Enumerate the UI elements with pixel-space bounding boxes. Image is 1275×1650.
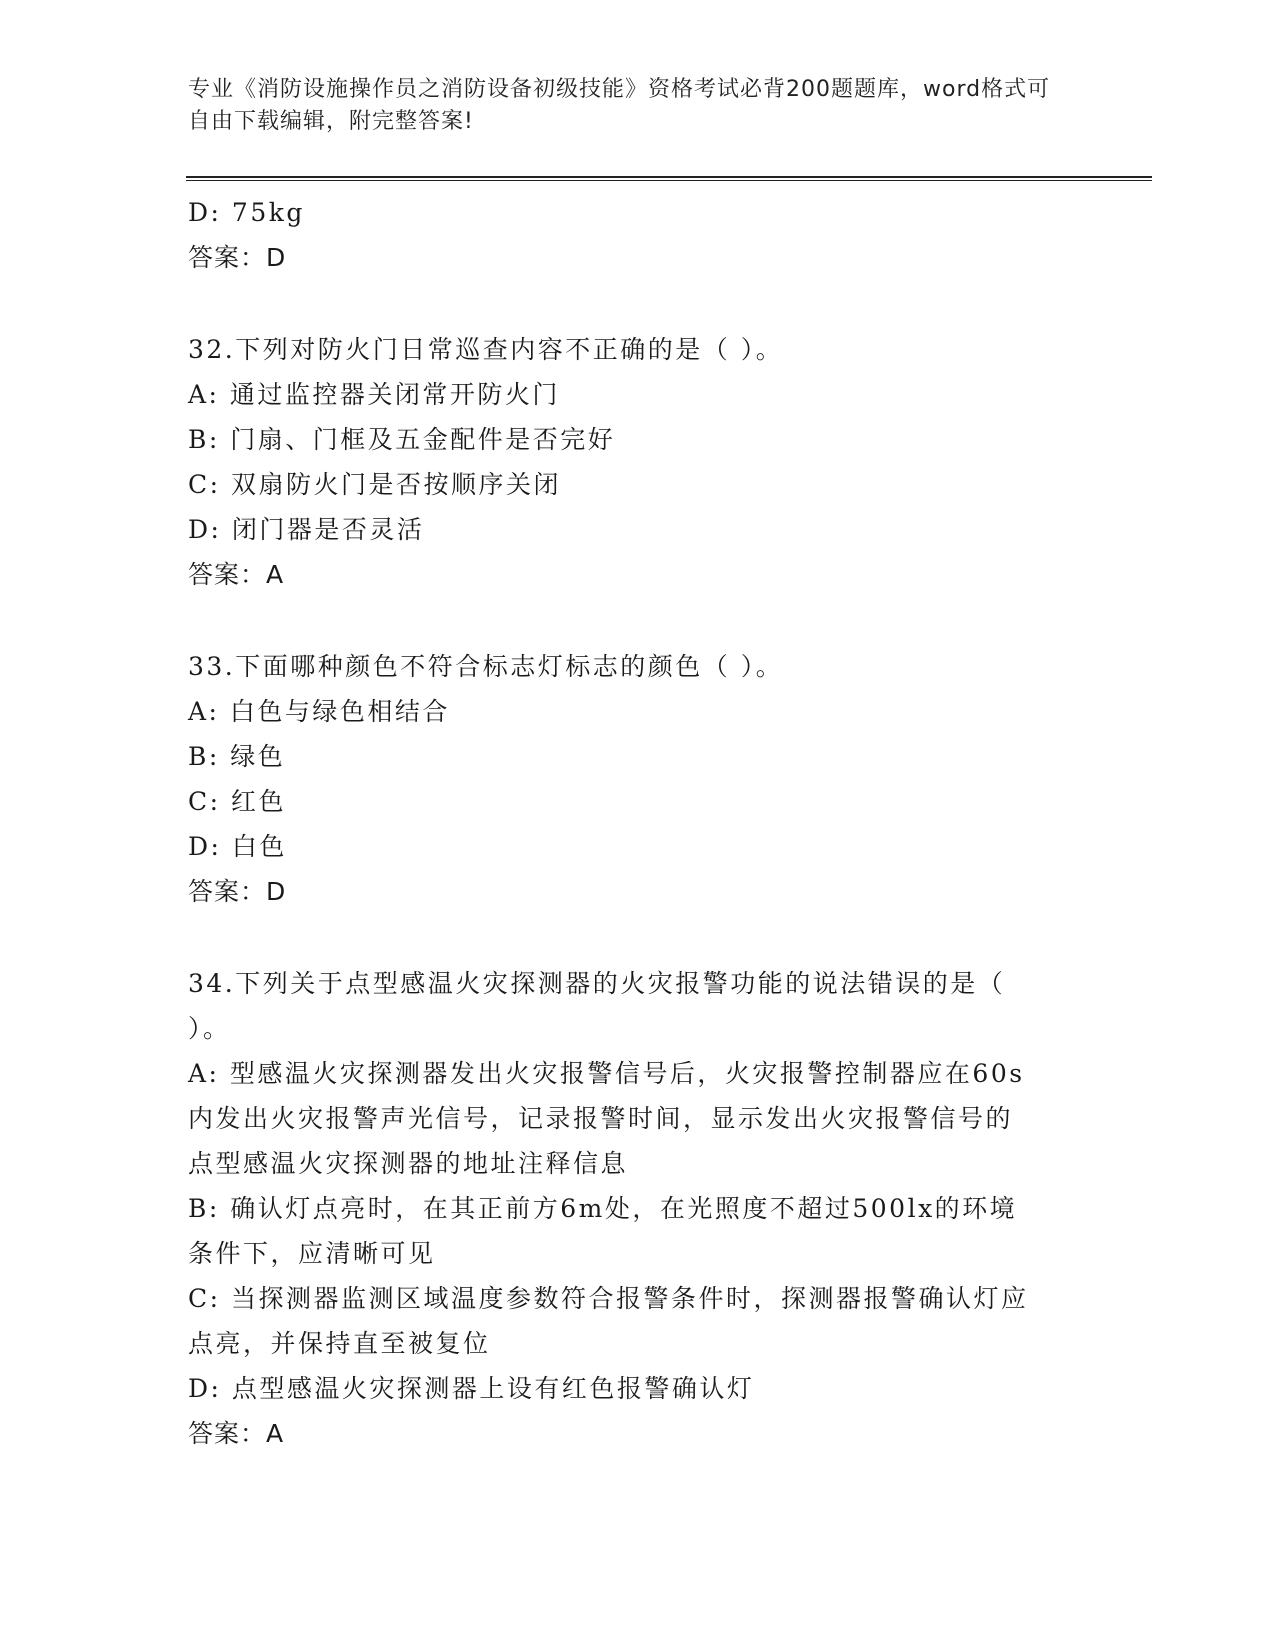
- question-content: [188, 190, 1088, 1456]
- q33-option-d: D: 白色: [188, 832, 287, 861]
- question-34-line-1: 34.下列关于点型感温火灾探测器的火灾报警功能的说法错误的是（: [188, 969, 1006, 998]
- q34-option-b-line-1: B: 确认灯点亮时，在其正前方6m处，在光照度不超过500lx的环境: [188, 1194, 1018, 1223]
- q32-answer: 答案：A: [188, 560, 285, 589]
- q33-option-b: B: 绿色: [188, 742, 286, 771]
- spacer: [188, 914, 1088, 961]
- q34-option-a-line-1: A: 型感温火灾探测器发出火灾报警信号后，火灾报警控制器应在60s: [188, 1059, 1025, 1088]
- page-header-text: 专业《消防设施操作员之消防设备初级技能》资格考试必背200题题库，word格式可自由下载编辑，附完整答案!: [188, 77, 1051, 134]
- spacer: [188, 280, 1088, 327]
- q32-option-a: A: 通过监控器关闭常开防火门: [188, 380, 560, 409]
- q34-option-b-line-2: 条件下，应清晰可见: [188, 1239, 436, 1268]
- q34-option-c-line-1: C: 当探测器监测区域温度参数符合报警条件时，探测器报警确认灯应: [188, 1284, 1029, 1313]
- question-34-line-2: ）。: [188, 1014, 231, 1043]
- question-32: 32.下列对防火门日常巡查内容不正确的是（ ）。: [188, 335, 784, 364]
- option-d: D: 75kg: [188, 198, 305, 227]
- header-divider: [186, 176, 1152, 181]
- q32-option-c: C: 双扇防火门是否按顺序关闭: [188, 470, 561, 499]
- question-33: 33.下面哪种颜色不符合标志灯标志的颜色（ ）。: [188, 652, 784, 681]
- q33-answer: 答案：D: [188, 877, 287, 906]
- spacer: [188, 597, 1088, 644]
- answer-label: 答案：D: [188, 243, 287, 272]
- q34-option-c-line-2: 点亮，并保持直至被复位: [188, 1329, 491, 1358]
- q33-option-c: C: 红色: [188, 787, 286, 816]
- q32-option-b: B: 门扇、门框及五金配件是否完好: [188, 425, 616, 454]
- q32-option-d: D: 闭门器是否灵活: [188, 515, 425, 544]
- q34-option-a-line-3: 点型感温火灾探测器的地址注释信息: [188, 1149, 629, 1178]
- q34-option-d: D: 点型感温火灾探测器上设有红色报警确认灯: [188, 1374, 755, 1403]
- q34-answer: 答案：A: [188, 1419, 285, 1448]
- q34-option-a-line-2: 内发出火灾报警声光信号，记录报警时间，显示发出火灾报警信号的: [188, 1104, 1014, 1133]
- q33-option-a: A: 白色与绿色相结合: [188, 697, 450, 726]
